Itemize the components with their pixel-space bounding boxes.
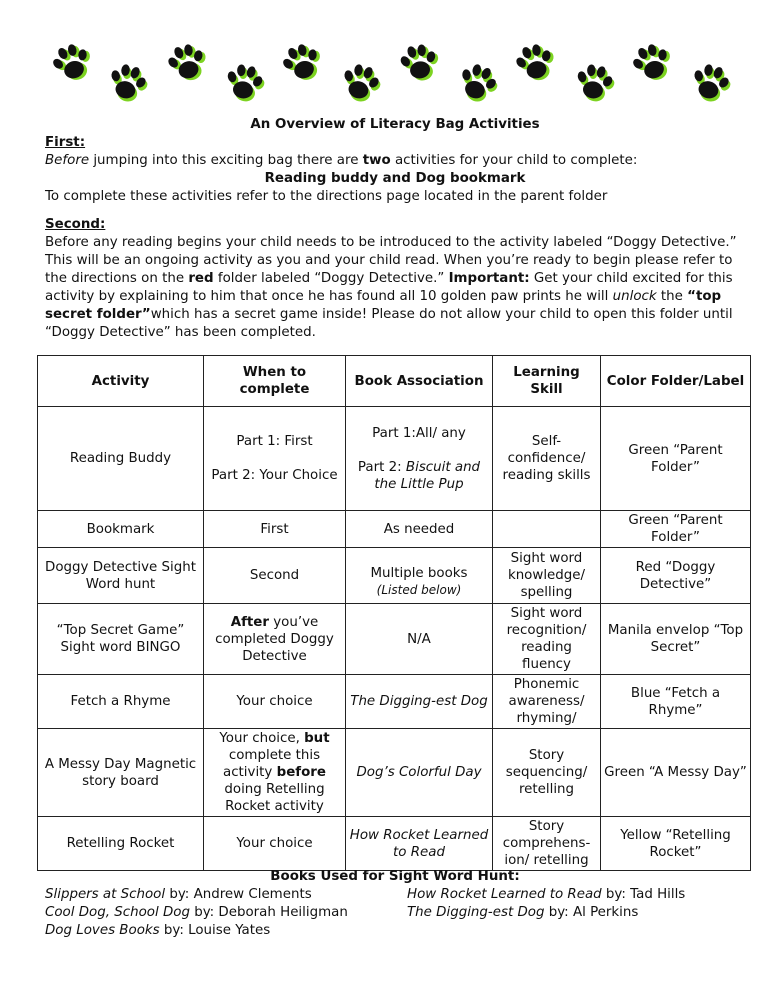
paw-icon bbox=[508, 37, 562, 91]
first-line: Before jumping into this exciting bag there are two activities for your child to complete: bbox=[45, 153, 638, 168]
table-row: Bookmark First As needed Green “Parent Folder” bbox=[38, 511, 751, 548]
activities-table bbox=[37, 355, 751, 871]
paw-print-banner bbox=[0, 0, 768, 115]
header-activity: Activity bbox=[38, 356, 204, 407]
paw-icon bbox=[219, 59, 270, 110]
list-item: Slippers at School by: Andrew Clements How Rocket Learned to Read by: Tad Hills bbox=[45, 887, 686, 902]
books-heading: Books Used for Sight Word Hunt: bbox=[270, 869, 520, 884]
table-row: Doggy Detective Sight Word hunt Second Multiple books (Listed below) Sight word knowledge/ spelling Red “Doggy Detective” bbox=[38, 548, 751, 604]
paw-icon bbox=[333, 57, 387, 111]
second-paragraph: Before any reading begins your child needs to be introduced to the activity labeled “Doggy Detective.” This will be an ongoing activity as you and your child read. When you’re ready to begin please refer to the directions on the red folder labeled “Doggy Detective.” Important: Get your child excited for this activity by explaining to him that once he has found all 10 golden paw prints he will unlock the “top secret folder”which has a secret game inside! Please do not allow your child to open this folder until “Doggy Detective” has been completed. bbox=[45, 235, 737, 340]
table-row: Retelling Rocket Your choice How Rocket Learned to Read Story comprehens-ion/ retelling Yellow “Retelling Rocket” bbox=[38, 817, 751, 871]
paw-icon bbox=[683, 57, 737, 111]
list-item: Cool Dog, School Dog by: Deborah Heiligman The Digging-est Dog by: Al Perkins bbox=[45, 905, 639, 920]
table-row: Reading Buddy Part 1: First Part 2: Your Choice Part 1:All/ any Part 2: Biscuit and the Little Pup Self-confidence/ reading skills Green “Parent Folder” bbox=[38, 407, 751, 511]
first-section bbox=[45, 134, 745, 206]
paw-icon bbox=[274, 36, 330, 92]
list-item: Dog Loves Books by: Louise Yates bbox=[45, 923, 271, 938]
paw-icon bbox=[394, 39, 445, 90]
header-skill: Learning Skill bbox=[493, 356, 601, 407]
second-heading: Second: bbox=[45, 217, 106, 232]
paw-icon bbox=[44, 36, 100, 92]
table-row: A Messy Day Magnetic story board Your choice, but complete this activity before doing Retelling Rocket activity Dog’s Colorful Day Story sequencing/ retelling Green “A Messy Day” bbox=[38, 729, 751, 817]
table-header-row bbox=[38, 356, 751, 407]
first-instructions: To complete these activities refer to the directions page located in the parent folder bbox=[45, 189, 608, 204]
paw-icon bbox=[569, 59, 620, 110]
header-color: Color Folder/Label bbox=[601, 356, 751, 407]
header-when: When to complete bbox=[204, 356, 346, 407]
first-heading: First: bbox=[45, 135, 86, 150]
header-book: Book Association bbox=[346, 356, 493, 407]
page-title: An Overview of Literacy Bag Activities bbox=[250, 117, 540, 132]
books-list bbox=[45, 868, 745, 940]
table-row: Fetch a Rhyme Your choice The Digging-est Dog Phonemic awareness/ rhyming/ Blue “Fetch a Rhyme” bbox=[38, 675, 751, 729]
paw-icon bbox=[100, 57, 154, 111]
table-row: “Top Secret Game” Sight word BINGO After you’ve completed Doggy Detective N/A Sight word recognition/ reading fluency Manila envelop “Top Secret” bbox=[38, 604, 751, 675]
paw-icon bbox=[449, 56, 505, 112]
first-subtitle: Reading buddy and Dog bookmark bbox=[264, 171, 526, 186]
paw-icon bbox=[624, 36, 680, 92]
paw-icon bbox=[160, 37, 214, 91]
second-section bbox=[45, 216, 745, 342]
